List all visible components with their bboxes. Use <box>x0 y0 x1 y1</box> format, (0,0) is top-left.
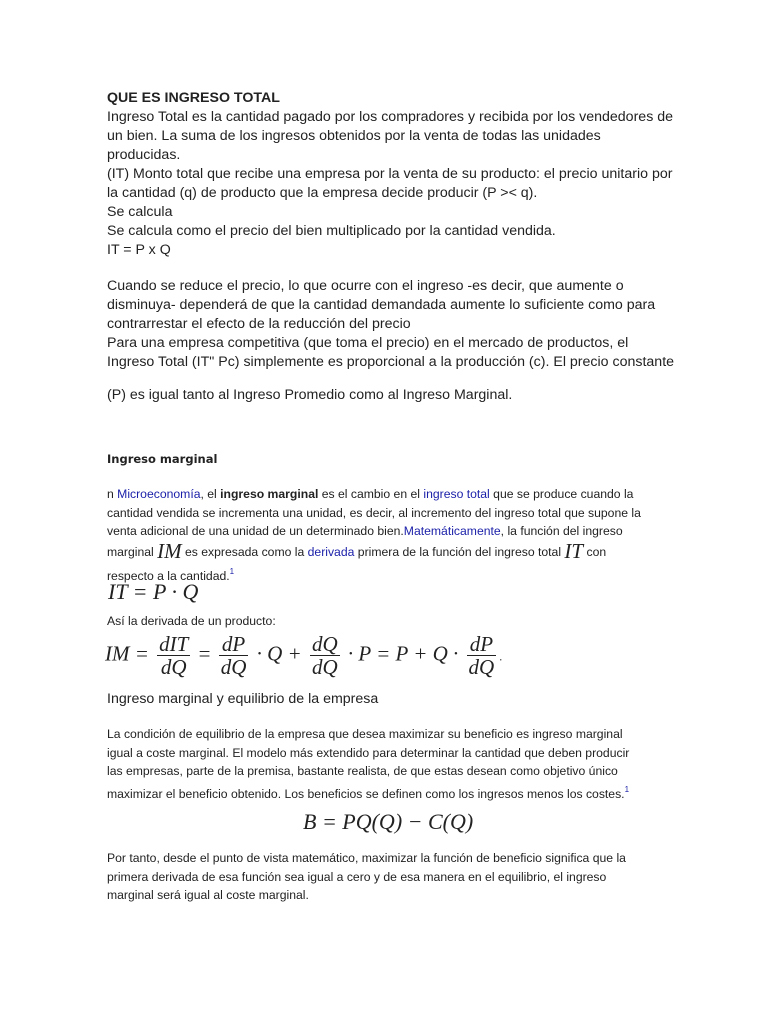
denominator: dQ <box>468 655 495 679</box>
footnote-ref[interactable]: 1 <box>229 566 235 576</box>
eq-term: · P = P + Q · <box>347 641 459 666</box>
para-line: Por tanto, desde el punto de vista matemático, maximizar la función de beneficio significa que la <box>107 851 626 865</box>
body-line: disminuya- dependerá de que la cantidad demandada aumente lo suficiente como para <box>107 297 656 313</box>
body-line: Se calcula <box>107 204 173 220</box>
text: , el <box>200 487 221 501</box>
body-line: contrarrestar el efecto de la reducción del precio <box>107 316 411 332</box>
denominator: dQ <box>220 655 247 679</box>
body-line: (IT) Monto total que recibe una empresa por la venta de su producto: el precio unitario por <box>107 166 673 182</box>
eq-sign: = <box>198 641 211 666</box>
bold-term: ingreso marginal <box>220 487 319 501</box>
body-line: la cantidad (q) de producto que la empresa decide producir (P >< q). <box>107 185 538 201</box>
text: marginal <box>107 544 158 559</box>
document-page <box>107 89 675 372</box>
formula-text: IT = P x Q <box>107 242 171 258</box>
body-line: Para una empresa competitiva (que toma el precio) en el mercado de productos, el <box>107 335 629 351</box>
subheading: Ingreso marginal y equilibrio de la empresa <box>107 691 379 707</box>
math-im: IM <box>157 538 182 563</box>
eq-lhs: IM = <box>105 641 149 666</box>
equation-it: IT = P · Q <box>108 579 199 604</box>
text: es el cambio en el <box>318 487 424 501</box>
paragraph-conclusion <box>107 849 626 905</box>
text: con <box>583 544 607 559</box>
math-it: IT <box>564 538 584 563</box>
eq-term: · Q + <box>256 641 302 666</box>
numerator: dP <box>469 632 494 656</box>
para-line: cantidad vendida se incrementa una unidad, es decir, al incremento del ingreso total que supone la <box>107 505 641 520</box>
section-heading: Ingreso marginal <box>107 452 218 466</box>
body-line: (P) es igual tanto al Ingreso Promedio como al Ingreso Marginal. <box>107 387 513 403</box>
equation-im <box>105 633 502 678</box>
denominator: dQ <box>311 655 338 679</box>
para-line: primera derivada de esa función sea igual a cero y de esa manera en el equilibrio, el ingreso <box>107 869 607 884</box>
fraction <box>310 633 340 678</box>
derivative-intro: Así la derivada de un producto: <box>107 614 276 628</box>
fraction <box>219 633 249 678</box>
para-line: igual a coste marginal. El modelo más extendido para determinar la cantidad que deben producir <box>107 745 630 760</box>
equation-benefit: B = PQ(Q) − C(Q) <box>303 809 474 834</box>
body-line: Ingreso Total (IT" Pc) simplemente es proporcional a la producción (c). El precio constante <box>107 354 675 370</box>
text: que se produce cuando la <box>489 487 634 501</box>
text: primera de la función del ingreso total <box>354 544 565 559</box>
fraction <box>467 633 497 678</box>
text: venta adicional de una unidad de un determinado bien. <box>107 524 404 538</box>
numerator: dQ <box>311 632 338 656</box>
footnote-ref[interactable]: 1 <box>624 784 630 794</box>
para-line: marginal será igual al coste marginal. <box>107 888 309 902</box>
paragraph-equilibrio <box>107 725 629 803</box>
body-line: Ingreso Total es la cantidad pagado por los compradores y recibida por los vendedores de <box>107 109 674 125</box>
para-line <box>107 538 641 563</box>
text: , la función del ingreso <box>500 524 623 538</box>
link-matematicamente[interactable]: Matemáticamente <box>403 524 501 538</box>
eq-end: . <box>499 649 503 664</box>
para-line <box>107 781 629 804</box>
section-title: QUE ES INGRESO TOTAL <box>107 90 280 106</box>
text: n <box>107 487 118 501</box>
link-ingreso-total[interactable]: ingreso total <box>423 487 490 501</box>
numerator: dP <box>221 632 246 656</box>
numerator: dIT <box>159 632 189 656</box>
paragraph-marginal <box>107 485 641 585</box>
para-line <box>107 522 641 541</box>
body-line: Cuando se reduce el precio, lo que ocurre con el ingreso -es decir, que aumente o <box>107 278 624 294</box>
fraction <box>157 633 190 678</box>
para-line: La condición de equilibrio de la empresa que desea maximizar su beneficio es ingreso marginal <box>107 727 623 741</box>
body-line: Se calcula como el precio del bien multiplicado por la cantidad vendida. <box>107 223 556 239</box>
para-line <box>107 485 641 504</box>
body-line: producidas. <box>107 147 181 163</box>
link-derivada[interactable]: derivada <box>307 544 355 559</box>
text: respecto a la cantidad. <box>107 568 230 583</box>
link-microeconomia[interactable]: Microeconomía <box>117 487 201 501</box>
text: es expresada como la <box>181 544 308 559</box>
text: maximizar el beneficio obtenido. Los beneficios se definen como los ingresos menos los costes. <box>107 786 625 801</box>
body-line: un bien. La suma de los ingresos obtenidos por la venta de todas las unidades <box>107 128 601 144</box>
para-line: las empresas, parte de la premisa, bastante realista, de que estas desean como objetivo único <box>107 764 618 778</box>
denominator: dQ <box>160 655 187 679</box>
